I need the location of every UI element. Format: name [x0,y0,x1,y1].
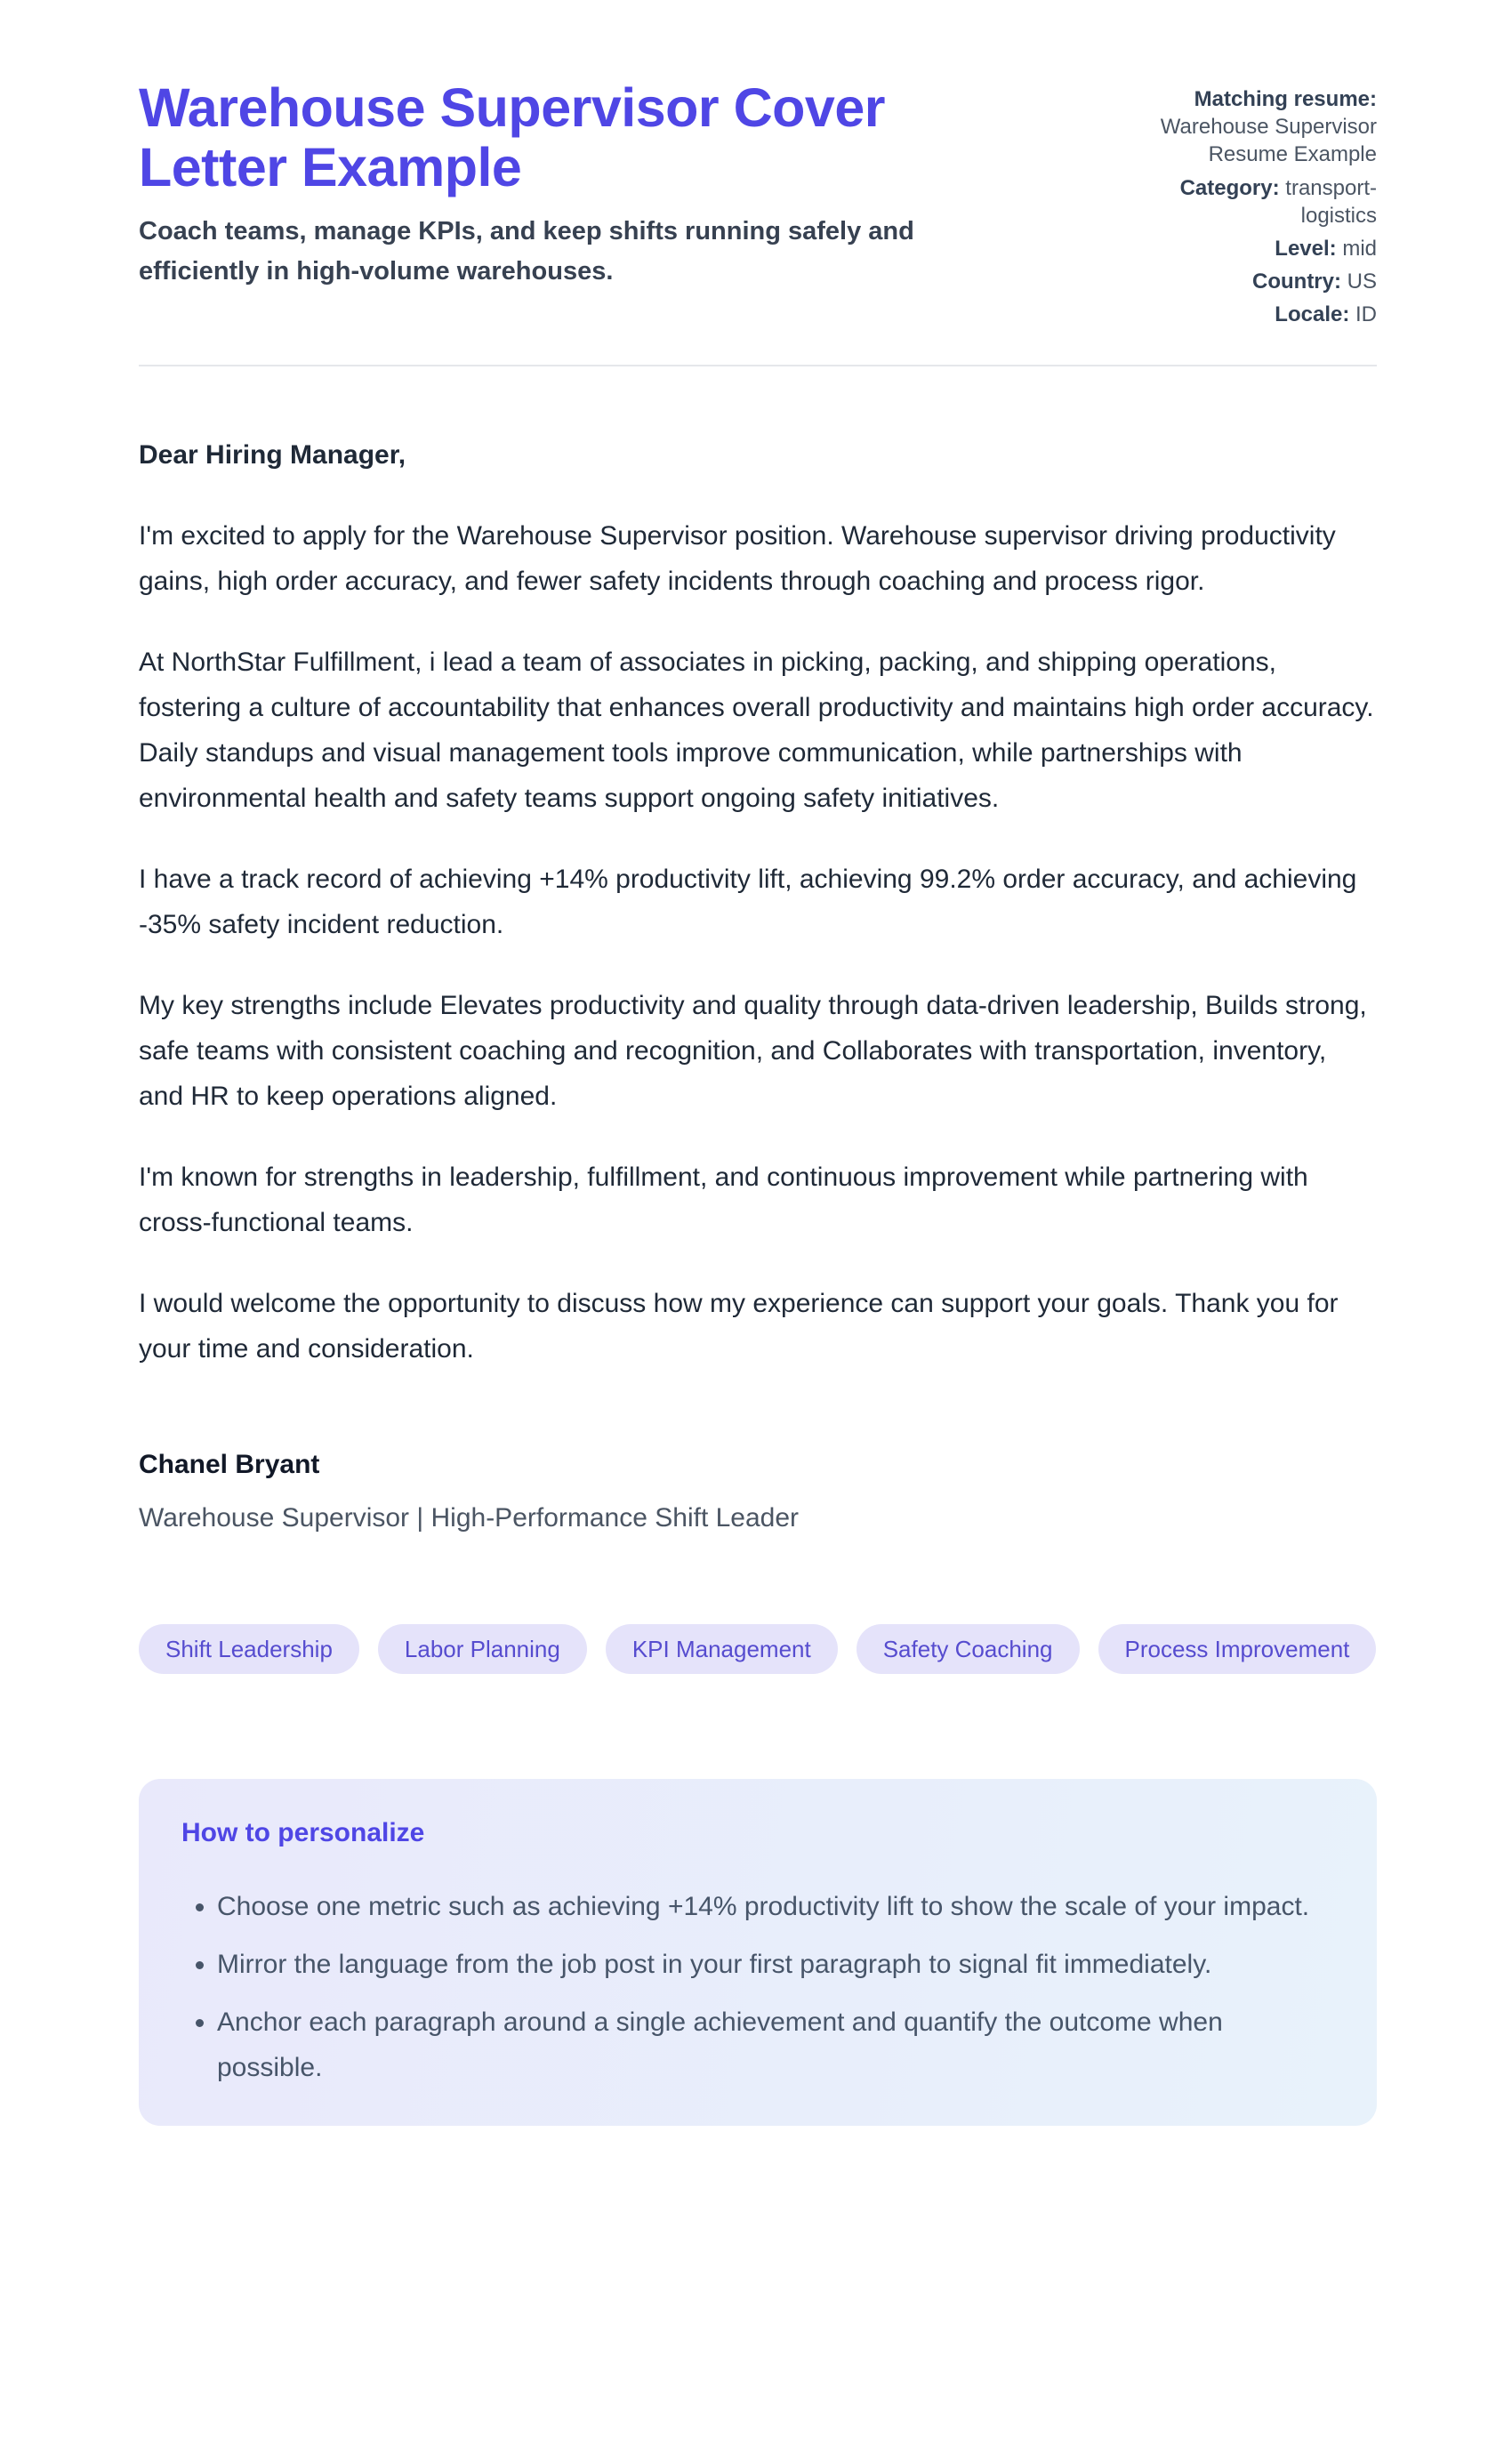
cover-letter-body [139,432,1377,1533]
signature-name: Chanel Bryant [139,1449,320,1479]
meta-matching-resume [1117,85,1377,169]
skill-tag: Shift Leadership [139,1624,359,1674]
page-header [139,78,1377,334]
skill-tags-row [139,1624,1377,1674]
skill-tag: Process Improvement [1098,1624,1377,1674]
meta-locale [1117,301,1377,328]
meta-level-value: mid [1342,236,1377,261]
meta-level-label: Level: [1275,236,1337,261]
skill-tag: Labor Planning [378,1624,587,1674]
letter-greeting: Dear Hiring Manager, [139,439,406,470]
skill-tag: KPI Management [606,1624,838,1674]
meta-matching-resume-label: Matching resume: [1194,87,1377,111]
personalize-tip: • Choose one metric such as achieving +14% productivity lift to show the scale of your impact. [217,1884,1311,1929]
how-to-personalize-title: How to personalize [181,1817,425,1847]
letter-paragraph: I'm known for strengths in leadership, fulfillment, and continuous improvement while partnering with cross-functional teams. [139,1162,1308,1237]
meta-level [1117,235,1377,262]
meta-category [1117,174,1377,229]
skill-tag: Safety Coaching [857,1624,1080,1674]
meta-country-value: US [1347,270,1377,294]
personalize-tip: • Anchor each paragraph around a single achievement and quantify the outcome when possible. [217,1999,1311,2090]
meta-country [1117,268,1377,295]
personalize-tip: • Mirror the language from the job post in your first paragraph to signal fit immediately. [217,1942,1311,1987]
page-title: Warehouse Supervisor Cover Letter Example [139,77,886,198]
header-divider [139,365,1377,366]
page-subtitle: Coach teams, manage KPIs, and keep shifts running safely and efficiently in high-volume warehouses. [139,217,914,286]
meta-country-label: Country: [1252,270,1341,294]
signature-title: Warehouse Supervisor | High-Performance Shift Leader [139,1502,800,1533]
letter-paragraph: I have a track record of achieving +14% productivity lift, achieving 99.2% order accuracy, and achieving -35% safety incident reduction. [139,864,1357,939]
letter-paragraph: My key strengths include Elevates productivity and quality through data-driven leadership, Builds strong, safe teams with consistent coaching and recognition, and Collaborates with transportation, inventory, and HR to keep operations aligned. [139,990,1367,1111]
personalize-tips-list [181,1884,1334,2090]
header-main [139,78,1010,292]
letter-paragraph: I'm excited to apply for the Warehouse Supervisor position. Warehouse supervisor driving productivity gains, high order accuracy, and fewer safety incidents through coaching and process rigor. [139,520,1336,596]
meta-matching-resume-value: Warehouse Supervisor Resume Example [1160,115,1377,167]
how-to-personalize-box [139,1779,1377,2126]
letter-paragraph: At NorthStar Fulfillment, i lead a team of associates in picking, packing, and shipping operations, fostering a culture of accountability that enhances overall productivity and maintains high order accuracy. Daily standups and visual management tools improve communication, while partnerships with environmental health and safety teams support ongoing safety initiatives. [139,647,1374,813]
meta-category-value: transport-logistics [1285,175,1377,228]
signature-block [139,1450,1377,1533]
letter-paragraph: I would welcome the opportunity to discuss how my experience can support your goals. Thank you for your time and consideration. [139,1288,1339,1364]
meta-locale-label: Locale: [1275,302,1350,327]
meta-category-label: Category: [1179,175,1280,200]
meta-locale-value: ID [1355,302,1377,327]
resume-meta-panel [1117,78,1377,334]
